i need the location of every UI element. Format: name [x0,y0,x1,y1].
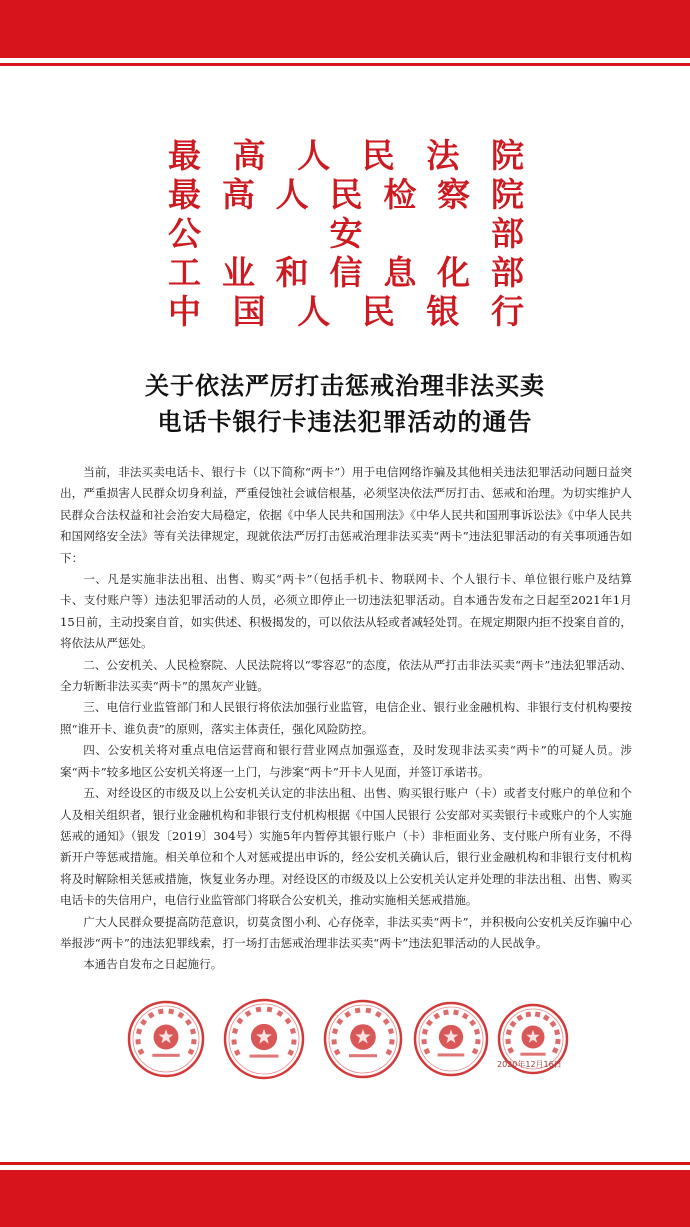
bottom-red-band [0,1170,690,1227]
issuer-char: 人 [297,136,331,175]
seal-date: 2020年12月16日 [497,1060,562,1069]
issuer-line-5 [168,292,524,331]
issuer-char: 高 [221,175,255,214]
issuer-line-4 [168,253,524,292]
issuer-char: 行 [490,292,524,331]
issuer-char: 信 [329,253,363,292]
issuer-char: 安 [329,214,363,253]
paragraph-2: 二、公安机关、人民检察院、人民法院将以“零容忍”的态度，依法从严打击非法买卖“两卡”违法犯罪活动、全力斩断非法买卖“两卡”的黑灰产业链。 [60,657,632,694]
issuer-line-3 [168,214,524,253]
issuer-char: 部 [490,253,524,292]
issuer-char: 息 [383,253,417,292]
paragraph-3: 三、电信行业监管部门和人民银行将依法加强行业监管，电信企业、银行业金融机构、非银行支付机构要按照“谁开卡、谁负责”的原则，落实主体责任，强化风险防控。 [60,700,632,736]
issuer-char: 工 [168,253,201,292]
issuer-char: 民 [361,136,395,175]
issuer-char: 检 [383,175,417,214]
issuer-char: 和 [275,253,309,292]
bottom-red-rule [0,1162,690,1165]
issuer-char: 民 [329,175,363,214]
paragraph-4: 四、公安机关将对重点电信运营商和银行营业网点加强巡查，及时发现非法买卖“两卡”的可疑人员。涉案“两卡”较多地区公安机关将逐一上门，与涉案“两卡”开卡人见面，并签订承诺书。 [60,743,632,779]
notice-body [60,462,632,976]
public-security-seal [323,999,403,1079]
issuer-char: 院 [490,175,524,214]
paragraph-intro: 当前，非法买卖电话卡、银行卡（以下简称“两卡”）用于电信网络诈骗及其他相关违法犯罪活动问题日益突出，严重损害人民群众切身利益，严重侵蚀社会诚信根基，必须坚决依法严厉打击、惩戒和治理。为切实维护人民群众合法权益和社会治安大局稳定，依据《中华人民共和国刑法》《中华人民共和国刑事诉讼法》《中华人民共和国网络安全法》等有关法律规定，现就依法严厉打击惩戒治理非法买卖“两卡”违法犯罪活动的有关事项通告如下： [60,465,632,565]
issuer-char: 察 [437,175,471,214]
issuer-char: 院 [490,136,524,175]
issuer-char: 高 [232,136,266,175]
top-red-band [0,0,690,58]
issuer-char: 民 [361,292,395,331]
paragraph-1: 一、凡是实施非法出租、出售、购买“两卡”（包括手机卡、物联网卡、个人银行卡、单位银行账户及结算卡、支付账户等）违法犯罪活动的人员，必须立即停止一切违法犯罪活动。自本通告发布之日起至2021年1月15日前，主动投案自首，如实供述、积极揭发的，可以依法从轻或者减轻处罚。在规定期限内拒不投案自首的，将依法从严惩处。 [60,572,632,651]
issuing-authorities [168,136,524,331]
supreme-procuratorate-seal [223,998,305,1080]
paragraph-effective: 本通告自发布之日起施行。 [83,957,223,972]
paragraph-5: 五、对经设区的市级及以上公安机关认定的非法出租、出售、购买银行账户（卡）或者支付账户的单位和个人及相关组织者，银行业金融机构和非银行支付机构根据《中国人民银行 公安部对买卖银行卡或账户的个人实施惩戒的通知》（银发〔2019〕304号）实施5年内暂停其银行账户（卡）非柜面业务、支付账户所有业务，不得新开户等惩戒措施。相关单位和个人对惩戒提出申诉的，经公安机关确认后，银行业金融机构和非银行支付机构将及时解除相关惩戒措施，恢复业务办理。对经设区的市级及以上公安机关认定并处理的非法出租、出售、购买电话卡的失信用户，电信行业监管部门将联合公安机关，推动实施相关惩戒措施。 [60,786,632,908]
issuer-char: 最 [168,175,201,214]
title-line-1: 关于依法严厉打击惩戒治理非法买卖 [145,371,545,400]
issuer-char: 最 [168,136,201,175]
issuer-char: 银 [426,292,460,331]
miit-seal [413,1001,489,1077]
issuer-line-2 [168,175,524,214]
supreme-court-seal [127,1000,205,1078]
issuer-line-1 [168,136,524,175]
issuer-char: 人 [275,175,309,214]
title-line-2: 电话卡银行卡违法犯罪活动的通告 [157,407,533,436]
issuer-char: 业 [221,253,255,292]
top-red-rule [0,63,690,66]
issuer-char: 国 [232,292,266,331]
paragraph-public-appeal: 广大人民群众要提高防范意识，切莫贪图小利、心存侥幸，非法买卖“两卡”，并积极向公安机关反诈骗中心举报涉“两卡”的违法犯罪线索，打一场打击惩戒治理非法买卖“两卡”违法犯罪活动的人民战争。 [60,914,632,950]
issuer-char: 化 [437,253,471,292]
issuer-char: 法 [426,136,460,175]
issuer-char: 公 [168,214,201,253]
issuer-char: 人 [297,292,331,331]
issuer-char: 部 [491,214,524,253]
issuer-char: 中 [168,292,201,331]
notice-title [0,368,690,440]
